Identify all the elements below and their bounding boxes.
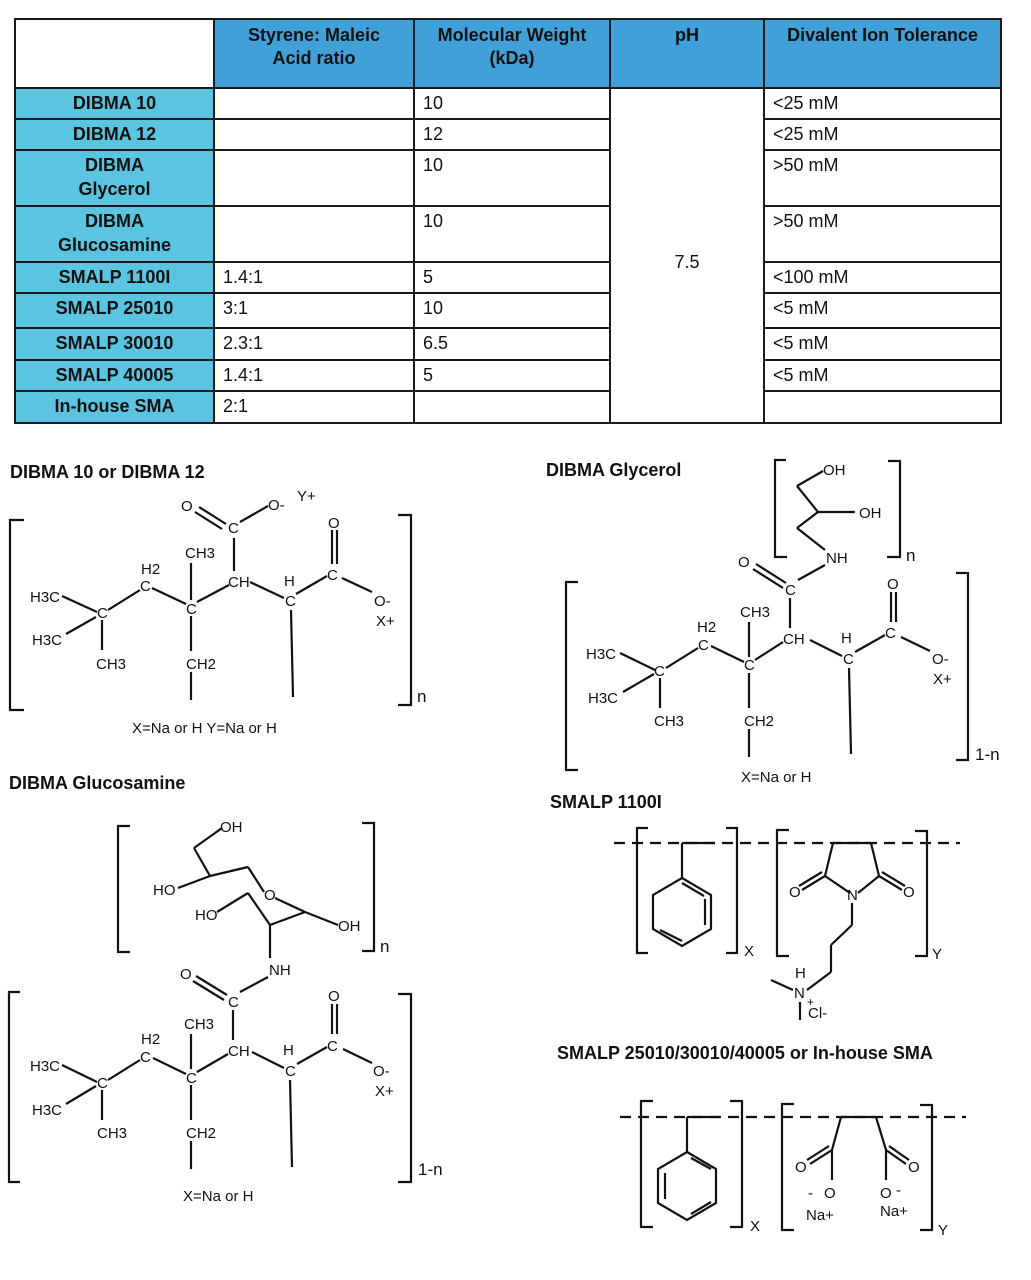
dibma-subscript: n bbox=[417, 687, 427, 706]
svg-text:Y: Y bbox=[938, 1222, 949, 1239]
cell-ratio: 1.4:1 bbox=[214, 262, 414, 293]
svg-text:C: C bbox=[140, 1049, 151, 1066]
header-ratio-line2: Acid ratio bbox=[272, 48, 356, 68]
cell-ratio: 2:1 bbox=[214, 391, 414, 423]
glycerol-title: DIBMA Glycerol bbox=[546, 460, 682, 480]
svg-text:n: n bbox=[380, 937, 390, 956]
svg-text:CH3: CH3 bbox=[654, 713, 685, 730]
svg-text:O: O bbox=[880, 1185, 892, 1202]
svg-text:NH: NH bbox=[826, 550, 848, 567]
svg-text:Y+: Y+ bbox=[297, 488, 316, 505]
svg-text:OH: OH bbox=[220, 819, 243, 836]
svg-text:-: - bbox=[808, 1185, 813, 1202]
svg-text:HO: HO bbox=[195, 907, 218, 924]
cell-mw: 5 bbox=[414, 262, 610, 293]
header-mw-line1: Molecular Weight bbox=[437, 25, 587, 45]
svg-text:H: H bbox=[284, 573, 295, 590]
cell-tolerance: <5 mM bbox=[764, 328, 1001, 360]
row-label: SMALP 25010 bbox=[15, 293, 214, 328]
svg-text:CH: CH bbox=[783, 631, 805, 648]
glucosamine-title: DIBMA Glucosamine bbox=[9, 773, 186, 793]
svg-text:C: C bbox=[744, 657, 755, 674]
svg-text:O: O bbox=[789, 884, 801, 901]
svg-text:O-: O- bbox=[373, 1063, 390, 1080]
svg-text:O-: O- bbox=[374, 593, 391, 610]
header-ph: pH bbox=[610, 19, 764, 88]
svg-text:N: N bbox=[794, 985, 805, 1002]
svg-text:O: O bbox=[264, 887, 276, 904]
row-label-line2: Glucosamine bbox=[57, 235, 172, 255]
svg-text:O: O bbox=[887, 576, 899, 593]
svg-text:OH: OH bbox=[338, 918, 361, 935]
cell-mw: 5 bbox=[414, 360, 610, 391]
svg-text:C: C bbox=[327, 567, 338, 584]
svg-text:C: C bbox=[97, 605, 108, 622]
svg-text:O: O bbox=[328, 988, 340, 1005]
svg-text:H2: H2 bbox=[697, 619, 717, 636]
svg-text:+: + bbox=[807, 995, 815, 1009]
row-label-line1: DIBMA bbox=[85, 155, 144, 175]
header-tolerance: Divalent Ion Tolerance bbox=[764, 19, 1001, 88]
smalp1100-structure bbox=[614, 828, 960, 1022]
svg-text:O: O bbox=[908, 1159, 920, 1176]
cell-mw: 6.5 bbox=[414, 328, 610, 360]
svg-text:O-: O- bbox=[932, 651, 949, 668]
cell-tolerance: <25 mM bbox=[764, 119, 1001, 150]
svg-text:O: O bbox=[795, 1159, 807, 1176]
svg-text:C: C bbox=[228, 520, 239, 537]
svg-text:CH2: CH2 bbox=[744, 713, 775, 730]
glycerol-structure bbox=[566, 460, 1000, 770]
svg-text:O: O bbox=[328, 515, 340, 532]
cell-tolerance: <25 mM bbox=[764, 88, 1001, 119]
svg-text:CH2: CH2 bbox=[186, 1125, 217, 1142]
row-label: SMALP 1100I bbox=[15, 262, 214, 293]
dibma-structure bbox=[10, 488, 426, 710]
sma-title: SMALP 25010/30010/40005 or In-house SMA bbox=[557, 1043, 933, 1063]
svg-text:C: C bbox=[785, 582, 796, 599]
svg-text:X+: X+ bbox=[376, 613, 395, 630]
cell-tolerance: <5 mM bbox=[764, 360, 1001, 391]
svg-text:C: C bbox=[140, 578, 151, 595]
cell-ratio: 3:1 bbox=[214, 293, 414, 328]
svg-text:HO: HO bbox=[153, 882, 176, 899]
row-label: DIBMA 10 bbox=[15, 88, 214, 119]
row-label-line2: Glycerol bbox=[78, 179, 151, 199]
header-mw-line2: (kDa) bbox=[489, 48, 535, 68]
svg-text:C: C bbox=[285, 593, 296, 610]
svg-text:O: O bbox=[181, 498, 193, 515]
svg-text:Y: Y bbox=[932, 946, 943, 963]
svg-text:H3C: H3C bbox=[30, 589, 61, 606]
svg-text:C: C bbox=[698, 637, 709, 654]
cell-tolerance: >50 mM bbox=[764, 206, 1001, 262]
svg-text:CH3: CH3 bbox=[184, 1016, 215, 1033]
svg-text:CH3: CH3 bbox=[97, 1125, 128, 1142]
row-label: DIBMA 12 bbox=[15, 119, 214, 150]
svg-text:CH2: CH2 bbox=[186, 656, 217, 673]
cell-mw: 10 bbox=[414, 293, 610, 328]
svg-text:N: N bbox=[847, 887, 858, 904]
svg-text:1-n: 1-n bbox=[418, 1160, 443, 1179]
svg-text:C: C bbox=[654, 663, 665, 680]
svg-text:X+: X+ bbox=[933, 671, 952, 688]
svg-text:OH: OH bbox=[859, 505, 882, 522]
svg-text:H3C: H3C bbox=[30, 1058, 61, 1075]
svg-text:O: O bbox=[738, 554, 750, 571]
cell-tolerance: >50 mM bbox=[764, 150, 1001, 206]
svg-text:CH3: CH3 bbox=[740, 604, 771, 621]
svg-text:H3C: H3C bbox=[32, 632, 63, 649]
svg-text:H3C: H3C bbox=[32, 1102, 63, 1119]
svg-text:-: - bbox=[896, 1182, 901, 1199]
svg-text:C: C bbox=[228, 994, 239, 1011]
svg-text:NH: NH bbox=[269, 962, 291, 979]
svg-text:Cl-: Cl- bbox=[808, 1005, 828, 1022]
dibma-title: DIBMA 10 or DIBMA 12 bbox=[10, 462, 205, 482]
svg-text:C: C bbox=[186, 1070, 197, 1087]
sma-structure bbox=[620, 1101, 966, 1239]
svg-text:H2: H2 bbox=[141, 561, 161, 578]
svg-text:OH: OH bbox=[823, 462, 846, 479]
svg-text:CH3: CH3 bbox=[96, 656, 127, 673]
svg-text:C: C bbox=[843, 651, 854, 668]
cell-mw: 10 bbox=[414, 88, 610, 119]
header-ratio-line1: Styrene: Maleic bbox=[247, 25, 381, 45]
svg-text:O: O bbox=[903, 884, 915, 901]
svg-text:X: X bbox=[744, 943, 755, 960]
svg-text:CH: CH bbox=[228, 574, 250, 591]
cell-tolerance: <5 mM bbox=[764, 293, 1001, 328]
glucosamine-structure bbox=[9, 819, 443, 1182]
cell-ratio: 2.3:1 bbox=[214, 328, 414, 360]
svg-text:CH: CH bbox=[228, 1043, 250, 1060]
smalp1100-title: SMALP 1100I bbox=[550, 792, 662, 812]
svg-text:X+: X+ bbox=[375, 1083, 394, 1100]
svg-text:C: C bbox=[186, 601, 197, 618]
cell-mw: 12 bbox=[414, 119, 610, 150]
svg-text:H: H bbox=[795, 965, 806, 982]
cell-tolerance: <100 mM bbox=[764, 262, 1001, 293]
svg-text:H2: H2 bbox=[141, 1031, 161, 1048]
svg-text:Na+: Na+ bbox=[806, 1207, 834, 1224]
svg-text:X: X bbox=[750, 1218, 761, 1235]
svg-text:C: C bbox=[885, 625, 896, 642]
cell-mw: 10 bbox=[414, 150, 610, 206]
svg-text:C: C bbox=[97, 1075, 108, 1092]
svg-text:n: n bbox=[906, 546, 916, 565]
svg-text:C: C bbox=[327, 1038, 338, 1055]
cell-mw: 10 bbox=[414, 206, 610, 262]
svg-text:Na+: Na+ bbox=[880, 1203, 908, 1220]
svg-text:H3C: H3C bbox=[588, 690, 619, 707]
svg-text:O: O bbox=[180, 966, 192, 983]
glucosamine-footnote: X=Na or H bbox=[183, 1188, 254, 1205]
glycerol-footnote: X=Na or H bbox=[741, 769, 812, 786]
svg-text:H3C: H3C bbox=[586, 646, 617, 663]
row-label: In-house SMA bbox=[15, 391, 214, 423]
svg-text:1-n: 1-n bbox=[975, 745, 1000, 764]
svg-text:O: O bbox=[824, 1185, 836, 1202]
svg-text:H: H bbox=[283, 1042, 294, 1059]
svg-text:O-: O- bbox=[268, 497, 285, 514]
cell-ph-shared: 7.5 bbox=[610, 88, 764, 423]
svg-text:H: H bbox=[841, 630, 852, 647]
dibma-footnote: X=Na or H Y=Na or H bbox=[132, 720, 277, 737]
row-label: SMALP 30010 bbox=[15, 328, 214, 360]
cell-ratio: 1.4:1 bbox=[214, 360, 414, 391]
row-label-line1: DIBMA bbox=[85, 211, 144, 231]
svg-text:C: C bbox=[285, 1063, 296, 1080]
svg-text:CH3: CH3 bbox=[185, 545, 216, 562]
row-label: SMALP 40005 bbox=[15, 360, 214, 391]
